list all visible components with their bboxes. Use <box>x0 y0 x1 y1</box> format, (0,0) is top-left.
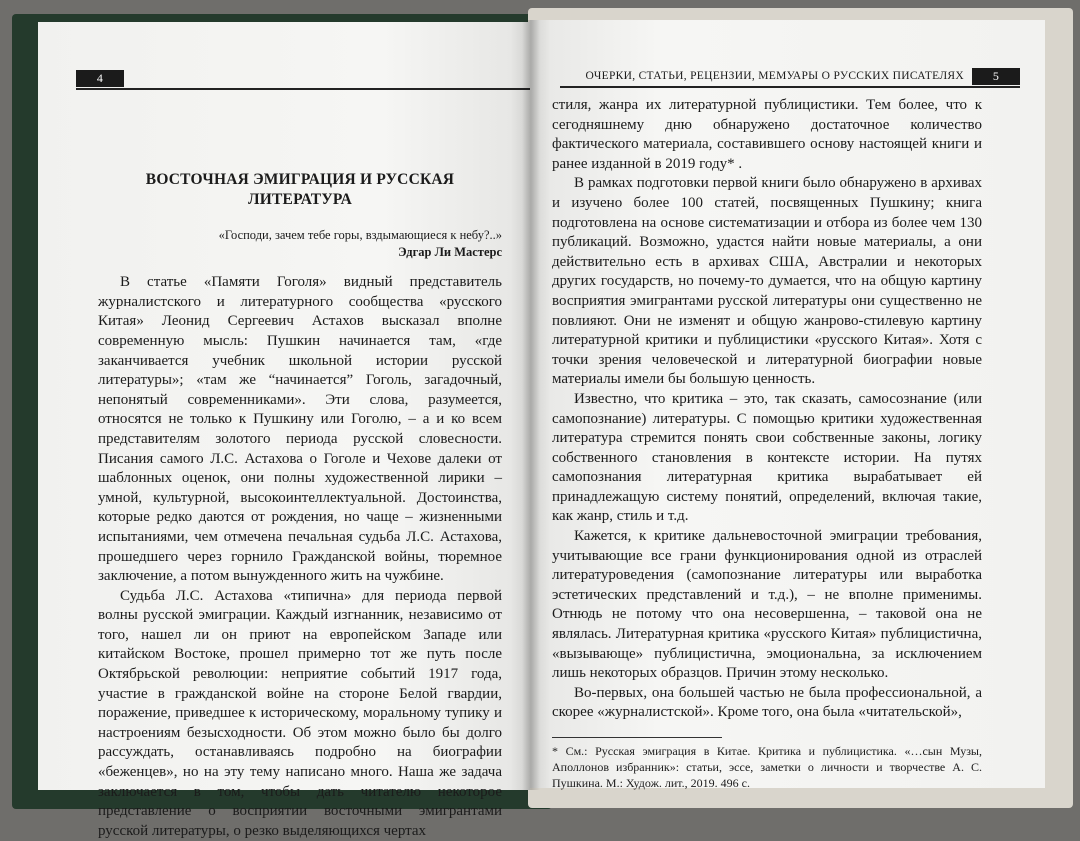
right-page-content <box>552 96 982 791</box>
paragraph: стиля, жанра их литературной публицистики. Тем более, что к сегодняшнему дню обнаружено достаточное количество фактического материала, составившего основу настоящей книги и ранее изданной в 2019 году* . <box>552 97 982 172</box>
paragraph: В статье «Памяти Гоголя» видный представитель журналистского и литературного сообщества «русского Китая» Леонид Сергеевич Астахов высказал вполне современную мысль: Пушкин начинается там, «где заканчивается учебник школьной истории русской литературы»; «там же “начинается” Гоголь, загадочный, непонятый современниками». Эти слова, разумеется, относятся не только к Пушкину или Гоголю, – а и ко всем представителям золотого периода русской словесности. Писания самого Л.С. Астахова о Гоголе и Чехове далеки от шаблонных оценок, они полны художественной лирики – умной, культурной, высокоинтеллектуальной. Достоинства, которые редко даются от рождения, но чаще – жизненными испытаниями, чем отмечена печальная судьба Л.С. Астахова, прошедшего через горнило Гражданской войны, тюремное заключение, а потом вынужденного жить на чужбине. <box>98 274 502 585</box>
paragraph: Известно, что критика – это, так сказать, самосознание (или самопознание) литературы. С помощью критики художественная литература стремится понять свои собственные законы, логику собственного становления в контексте истории. На путях самопознания литературная критика вырабатывает ей принадлежащую систему понятий, определений, включая такие, как жанр, стиль и т.д. <box>552 390 982 525</box>
paragraph: Судьба Л.С. Астахова «типична» для периода первой волны русской эмиграции. Каждый изгнанник, независимо от того, нашел ли он приют на европейском Западе или китайском Востоке, прошел примерно тот же путь после Октябрьской революции: неприятие событий 1917 года, участие в гражданской войне на стороне Белой гвардии, поражение, приведшее к историческому, моральному тупику и настроениям безысходности. Об этом можно было бы долго рассуждать, останавливаясь подробно на биографии «беженцев», но на эту тему написано много. Наша же задача заключается в том, чтобы дать читателю некоторое представление о восприятии восточными эмигрантами русской литературы, о резко выделяющихся чертах <box>98 587 502 839</box>
left-running-head <box>76 70 532 90</box>
epigraph <box>98 227 502 261</box>
right-page-number: 5 <box>972 68 1020 85</box>
paragraph: В рамках подготовки первой книги было обнаружено в архивах и изучено более 100 статей, посвященных Пушкину; книга подготовлена на основе систематизации и отбора из более чем 130 публикаций. Возможно, удастся найти новые материалы, а они действительно есть в архивах США, Австралии и некоторых других государств, но почему-то думается, что на общую картину восприятия эмигрантами русской литературы они существенно не повлияют. Они не изменят и общую жанрово-стилевую картину литературной критики и публицистики «русского Китая». Хотя с точки зрения человеческой и литературной биографии новые материалы имели бы большую ценность. <box>552 175 982 388</box>
left-page-content <box>98 170 502 841</box>
footnote: * См.: Русская эмиграция в Китае. Критика и публицистика. «…сын Музы, Аполлонов избранник»: статьи, эссе, заметки о личности и творчестве А. С. Пушкина. М.: Худож. лит., 2019. 496 с. <box>552 737 982 791</box>
epigraph-quote: «Господи, зачем тебе горы, вздымающиеся к небу?..» <box>218 228 502 243</box>
epigraph-author: Эдгар Ли Мастерс <box>398 245 502 260</box>
right-page <box>530 20 1045 788</box>
left-page-number: 4 <box>76 70 124 87</box>
paragraph: Кажется, к критике дальневосточной эмиграции требования, учитывающие все грани функционирования одной из отраслей литературоведения (самопознание литературы или выработка эстетических представлений и т.д.), – не вполне применимы. Отнюдь не потому что она несовершенна, – таковой она не являлась. Литературная критика «русского Китая» публицистична, «вызывающе» публицистична, эмоциональна, за исключением лишь некоторых образцов. Причин этому несколько. <box>552 528 982 682</box>
book-spine-shadow <box>522 20 540 790</box>
right-running-head <box>560 68 1020 88</box>
left-page <box>38 22 530 839</box>
paragraph: Во-первых, она большей частью не была профессиональной, а скорее «журналистской». Кроме того, она была «читательской», <box>552 684 982 721</box>
chapter-heading: ВОСТОЧНАЯ ЭМИГРАЦИЯ И РУССКАЯ ЛИТЕРАТУРА <box>145 171 455 208</box>
running-title: ОЧЕРКИ, СТАТЬИ, РЕЦЕНЗИИ, МЕМУАРЫ О РУССКИХ ПИСАТЕЛЯХ <box>585 70 964 82</box>
